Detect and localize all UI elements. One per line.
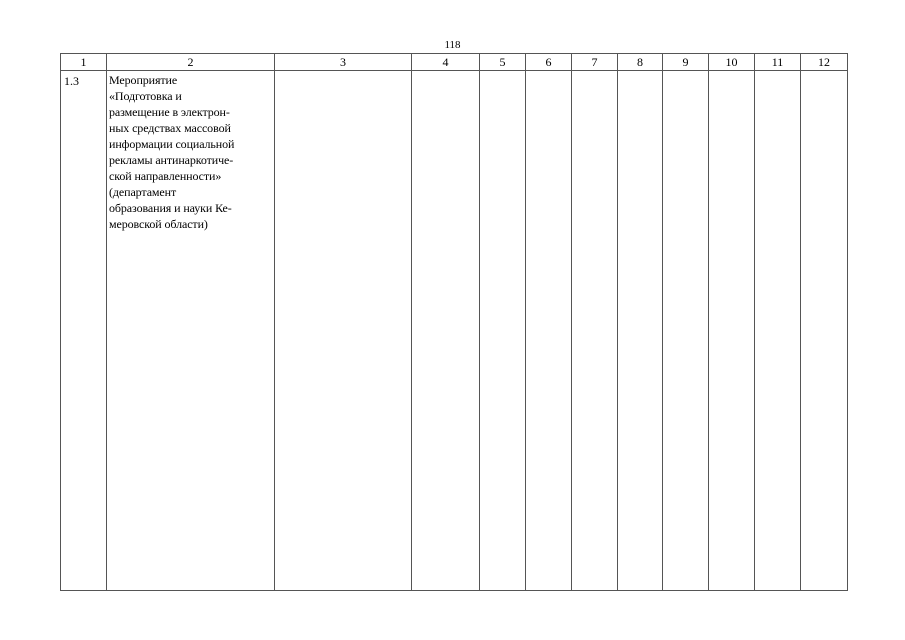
table-cell	[618, 71, 663, 591]
page-number: 118	[444, 39, 461, 51]
table-cell	[663, 71, 709, 591]
column-header: 10	[709, 54, 755, 71]
column-header: 12	[801, 54, 848, 71]
table-cell	[572, 71, 618, 591]
table-cell	[801, 71, 848, 591]
column-header: 5	[480, 54, 526, 71]
column-header: 4	[412, 54, 480, 71]
column-header: 2	[107, 54, 275, 71]
row-description: Мероприятие «Подготовка и размещение в электрон- ных средствах массовой информации социальной рекламы антинаркотиче- ской направленности» (департамент образования и науки Ке- меровской области)	[109, 73, 235, 231]
table-cell	[526, 71, 572, 591]
table-cell	[275, 71, 412, 591]
column-header: 3	[275, 54, 412, 71]
column-header: 6	[526, 54, 572, 71]
row-number: 1.3	[64, 74, 79, 88]
table-cell	[412, 71, 480, 591]
row-number-cell	[61, 71, 107, 591]
column-header: 9	[663, 54, 709, 71]
column-header: 8	[618, 54, 663, 71]
description-cell	[107, 71, 275, 591]
table-cell	[755, 71, 801, 591]
column-header: 1	[61, 54, 107, 71]
table-cell	[709, 71, 755, 591]
column-header: 7	[572, 54, 618, 71]
table-header-row	[61, 54, 848, 71]
data-table	[60, 53, 848, 591]
table-cell	[480, 71, 526, 591]
table-row	[61, 71, 848, 591]
column-header: 11	[755, 54, 801, 71]
